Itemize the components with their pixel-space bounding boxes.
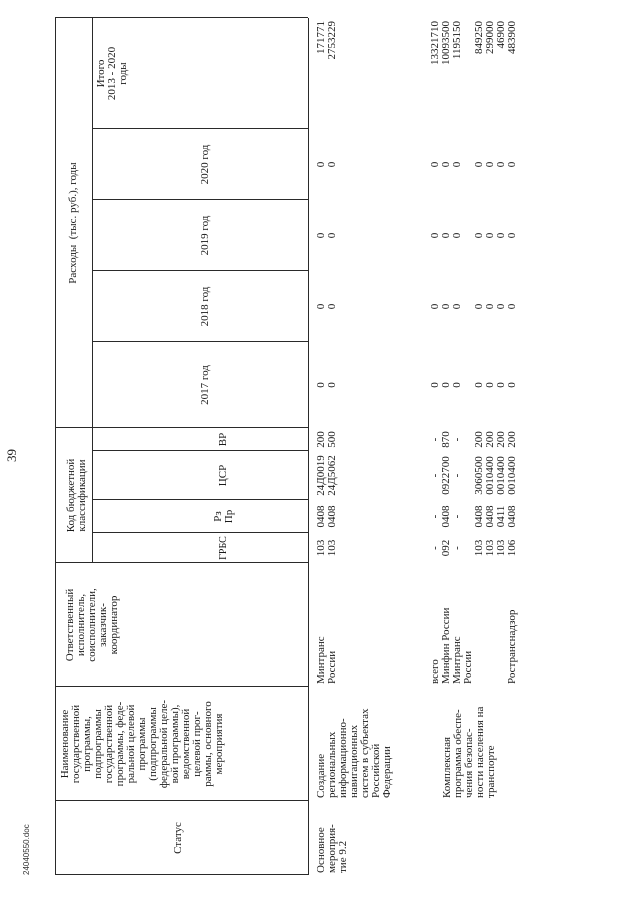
header-responsible-line: соисполнители, — [86, 588, 98, 662]
block1-name-line: систем в субъектах — [359, 708, 371, 798]
block2-row-cell-y2020: 0 — [495, 161, 507, 168]
expenses-subheader-line — [92, 18, 93, 428]
header-program-name-line: программы, феде- — [114, 701, 126, 787]
header-rz-pr-line: Пр — [223, 509, 235, 524]
block2-responsible-line: всего — [429, 659, 441, 684]
block1-row-cell-rz: 0408 — [315, 505, 327, 528]
block2-row-cell-csr: 0010400 — [484, 456, 496, 495]
block2-row-cell-vr: 200 — [484, 431, 496, 448]
block2-row-cell-y2017: 0 — [451, 382, 463, 388]
header-2020: 2020 год — [199, 144, 211, 185]
header-program-name-line: целевой прог- — [191, 711, 203, 777]
block2-row-cell-y2018: 0 — [506, 303, 518, 310]
block1-row-cell-y2017: 0 — [326, 382, 338, 388]
block2-row-cell-total: 299000 — [484, 21, 496, 54]
block2-row-cell-rz: - — [429, 514, 441, 519]
header-responsible-line: заказчик- — [97, 603, 109, 647]
col-divider-rz — [92, 499, 308, 500]
col-divider-grbs — [92, 532, 308, 533]
col-divider-csr — [92, 450, 308, 451]
header-responsible-line: Ответственный — [64, 588, 76, 662]
block2-row-cell-y2019: 0 — [429, 232, 441, 239]
block1-responsible — [316, 636, 338, 684]
header-program-name-line: федеральной целе- — [158, 699, 170, 789]
block2-row-cell-rz: 0408 — [506, 505, 518, 528]
block2-row-cell-y2019: 0 — [440, 232, 452, 239]
header-program-name-line: программы, — [81, 716, 93, 772]
footer-filename: 24040550.doc — [22, 824, 31, 875]
block2-row-cell-grbs: 106 — [506, 539, 518, 557]
block2-row-cell-rz: 0411 — [495, 505, 507, 528]
header-expenses: Расходы (тыс. руб.), годы — [67, 162, 79, 284]
block2-row-cell-total: 13321710 — [429, 21, 441, 65]
header-program-name-line: программы — [136, 717, 148, 771]
header-program-name-line: подпрограммы — [92, 709, 104, 779]
header-budget-code-line: Код бюджетной — [65, 458, 77, 533]
block1-row-cell-y2018: 0 — [315, 303, 327, 310]
header-program-name-line: вой программы), — [169, 704, 181, 784]
page-number: 39 — [4, 449, 19, 462]
block1-row-cell-y2018: 0 — [326, 303, 338, 310]
block1-row-cell-y2019: 0 — [326, 232, 338, 239]
block2-responsible-line — [474, 608, 485, 684]
block2-row-cell-csr: - — [451, 473, 463, 478]
header-status: Статус — [172, 822, 184, 854]
header-program-name-line: ведомственной — [180, 708, 192, 780]
block1-status-line: тие 9.2 — [337, 840, 349, 873]
header-total-line: годы — [117, 62, 129, 85]
block1-row-cell-y2019: 0 — [315, 232, 327, 239]
header-2019: 2019 год — [199, 215, 211, 256]
block2-row-cell-total: 1195150 — [451, 21, 463, 60]
header-program-name-line: мероприятия — [213, 713, 225, 775]
block2-name-line: чения безопас- — [463, 728, 475, 798]
block2-row-cell-vr: - — [451, 437, 463, 442]
block2-row-cell-rz: 0408 — [484, 505, 496, 528]
block2-row-cell-total: 10093500 — [440, 21, 452, 65]
block2-row-cell-vr: 200 — [473, 431, 485, 448]
block2-row-cell-y2018: 0 — [484, 303, 496, 310]
header-program-name-line: государственной — [103, 704, 115, 784]
block2-row-cell-rz: - — [451, 514, 463, 519]
block1-name-line: информационно- — [337, 718, 349, 798]
block1-row-cell-vr: 200 — [315, 431, 327, 448]
header-vr: ВР — [217, 432, 229, 447]
header-2018: 2018 год — [199, 286, 211, 327]
block2-row-cell-total: 483900 — [506, 21, 518, 54]
header-bottom-border — [308, 18, 309, 875]
header-budget-code — [66, 428, 88, 563]
block2-responsible-line: Минтранс — [451, 636, 463, 684]
header-responsible-line: координатор — [108, 595, 120, 655]
block1-row-cell-grbs: 103 — [315, 539, 327, 557]
block1-row-cell-y2020: 0 — [326, 161, 338, 168]
block1-name-line: Федерации — [381, 746, 393, 798]
block1-row-cell-total: 171771 — [315, 21, 327, 54]
block2-row-cell-csr: 0010400 — [495, 456, 507, 495]
block1-responsible-line: России — [326, 650, 338, 684]
header-program-name — [60, 687, 225, 801]
block1-name-line: Российской — [370, 743, 382, 798]
block1-status — [316, 824, 349, 873]
block1-row-cell-y2020: 0 — [315, 161, 327, 168]
block2-row-cell-y2018: 0 — [495, 303, 507, 310]
block2-row-cell-vr: 200 — [495, 431, 507, 448]
block2-row-cell-y2020: 0 — [484, 161, 496, 168]
header-total-line: 2013 - 2020 — [106, 46, 118, 101]
block2-row-cell-total: 46900 — [495, 21, 507, 49]
block1-row-cell-vr: 500 — [326, 431, 338, 448]
table-top-border — [55, 18, 56, 875]
header-total — [96, 18, 129, 129]
block2-row-cell-grbs: 103 — [484, 539, 496, 557]
block2-row-cell-vr: - — [429, 437, 441, 442]
header-rz-pr-line: Рз — [212, 511, 224, 522]
header-grbs: ГРБС — [218, 536, 229, 560]
block2-name-line: ности населения на — [474, 706, 486, 798]
block1-status-line: мероприя- — [326, 824, 338, 873]
block2-row-cell-y2019: 0 — [506, 232, 518, 239]
block1-row-cell-total: 2753229 — [326, 21, 338, 60]
block2-row-cell-grbs: 092 — [440, 539, 452, 557]
block1-row-cell-grbs: 103 — [326, 539, 338, 557]
block2-row-cell-grbs: 103 — [495, 539, 507, 557]
block2-row-cell-y2018: 0 — [451, 303, 463, 310]
block1-row-cell-rz: 0408 — [326, 505, 338, 528]
block2-row-cell-y2018: 0 — [440, 303, 452, 310]
block2-row-cell-y2020: 0 — [473, 161, 485, 168]
block2-name — [442, 707, 497, 798]
block2-responsible — [430, 608, 518, 684]
block2-row-cell-csr: 0010400 — [506, 456, 518, 495]
header-program-name-line: ральной целевой — [125, 704, 137, 784]
header-program-name-line: (подпрограммы — [147, 707, 159, 781]
block2-row-cell-total: 849250 — [473, 21, 485, 54]
header-responsible-line: исполнитель, — [75, 593, 87, 657]
block2-name-line: программа обеспе- — [452, 709, 464, 798]
block1-name-line: региональных — [326, 731, 338, 798]
block2-row-cell-y2020: 0 — [451, 161, 463, 168]
block2-responsible-line: Минфин России — [440, 607, 452, 684]
block2-row-cell-y2019: 0 — [484, 232, 496, 239]
block2-row-cell-y2020: 0 — [506, 161, 518, 168]
block2-responsible-line: Ространснадзор — [506, 609, 518, 684]
block2-row-cell-y2018: 0 — [429, 303, 441, 310]
header-total-line: Итого — [95, 59, 107, 88]
block2-name-line: транспорте — [485, 745, 497, 798]
block1-row-cell-csr: 24Д5062 — [326, 455, 338, 496]
block2-name-line: Комплексная — [441, 736, 453, 798]
block1-status-line: Основное — [315, 827, 327, 873]
block2-row-cell-y2017: 0 — [429, 382, 441, 388]
block2-row-cell-y2019: 0 — [495, 232, 507, 239]
header-program-name-line: раммы, основного — [202, 701, 214, 787]
block2-row-cell-grbs: - — [429, 546, 441, 550]
block2-row-cell-y2019: 0 — [473, 232, 485, 239]
header-rz-pr — [213, 500, 235, 533]
block1-row-cell-csr: 24Д0019 — [315, 455, 327, 496]
header-responsible — [65, 563, 120, 687]
block2-row-cell-y2020: 0 — [440, 161, 452, 168]
block2-row-cell-rz: 0408 — [440, 505, 452, 528]
block2-row-cell-y2020: 0 — [429, 161, 441, 168]
block2-responsible-line — [485, 608, 496, 684]
header-csr: ЦСР — [217, 464, 229, 487]
block2-row-cell-vr: 200 — [506, 431, 518, 448]
block1-name-line: Создание — [315, 753, 327, 798]
col-divider-6 — [55, 17, 308, 18]
block2-row-cell-y2017: 0 — [440, 382, 452, 388]
header-2017: 2017 год — [199, 365, 211, 405]
block2-row-cell-vr: 870 — [440, 431, 452, 448]
block1-row-cell-y2017: 0 — [315, 382, 327, 388]
block2-row-cell-y2017: 0 — [473, 382, 485, 388]
header-program-name-line: Наименование — [59, 709, 71, 779]
budget-code-subheader-line — [92, 428, 93, 563]
col-divider-5 — [55, 427, 308, 428]
block2-row-cell-y2018: 0 — [473, 303, 485, 310]
block1-name-line: навигационных — [348, 724, 360, 798]
block1-name — [316, 708, 393, 798]
block2-row-cell-csr: 0922700 — [440, 456, 452, 495]
block2-row-cell-y2017: 0 — [495, 382, 507, 388]
block2-responsible-line: России — [462, 650, 474, 684]
block2-row-cell-y2017: 0 — [506, 382, 518, 388]
block2-row-cell-grbs: 103 — [473, 539, 485, 557]
header-budget-code-line: классификации — [76, 459, 88, 532]
block2-row-cell-csr: 3060500 — [473, 456, 485, 495]
block2-row-cell-grbs: - — [451, 546, 463, 550]
header-program-name-line: государственной — [70, 704, 82, 784]
block2-row-cell-csr: - — [429, 473, 441, 478]
block2-row-cell-rz: 0408 — [473, 505, 485, 528]
block1-responsible-line: Минтранс — [315, 636, 327, 684]
block2-row-cell-y2019: 0 — [451, 232, 463, 239]
block2-row-cell-y2017: 0 — [484, 382, 496, 388]
